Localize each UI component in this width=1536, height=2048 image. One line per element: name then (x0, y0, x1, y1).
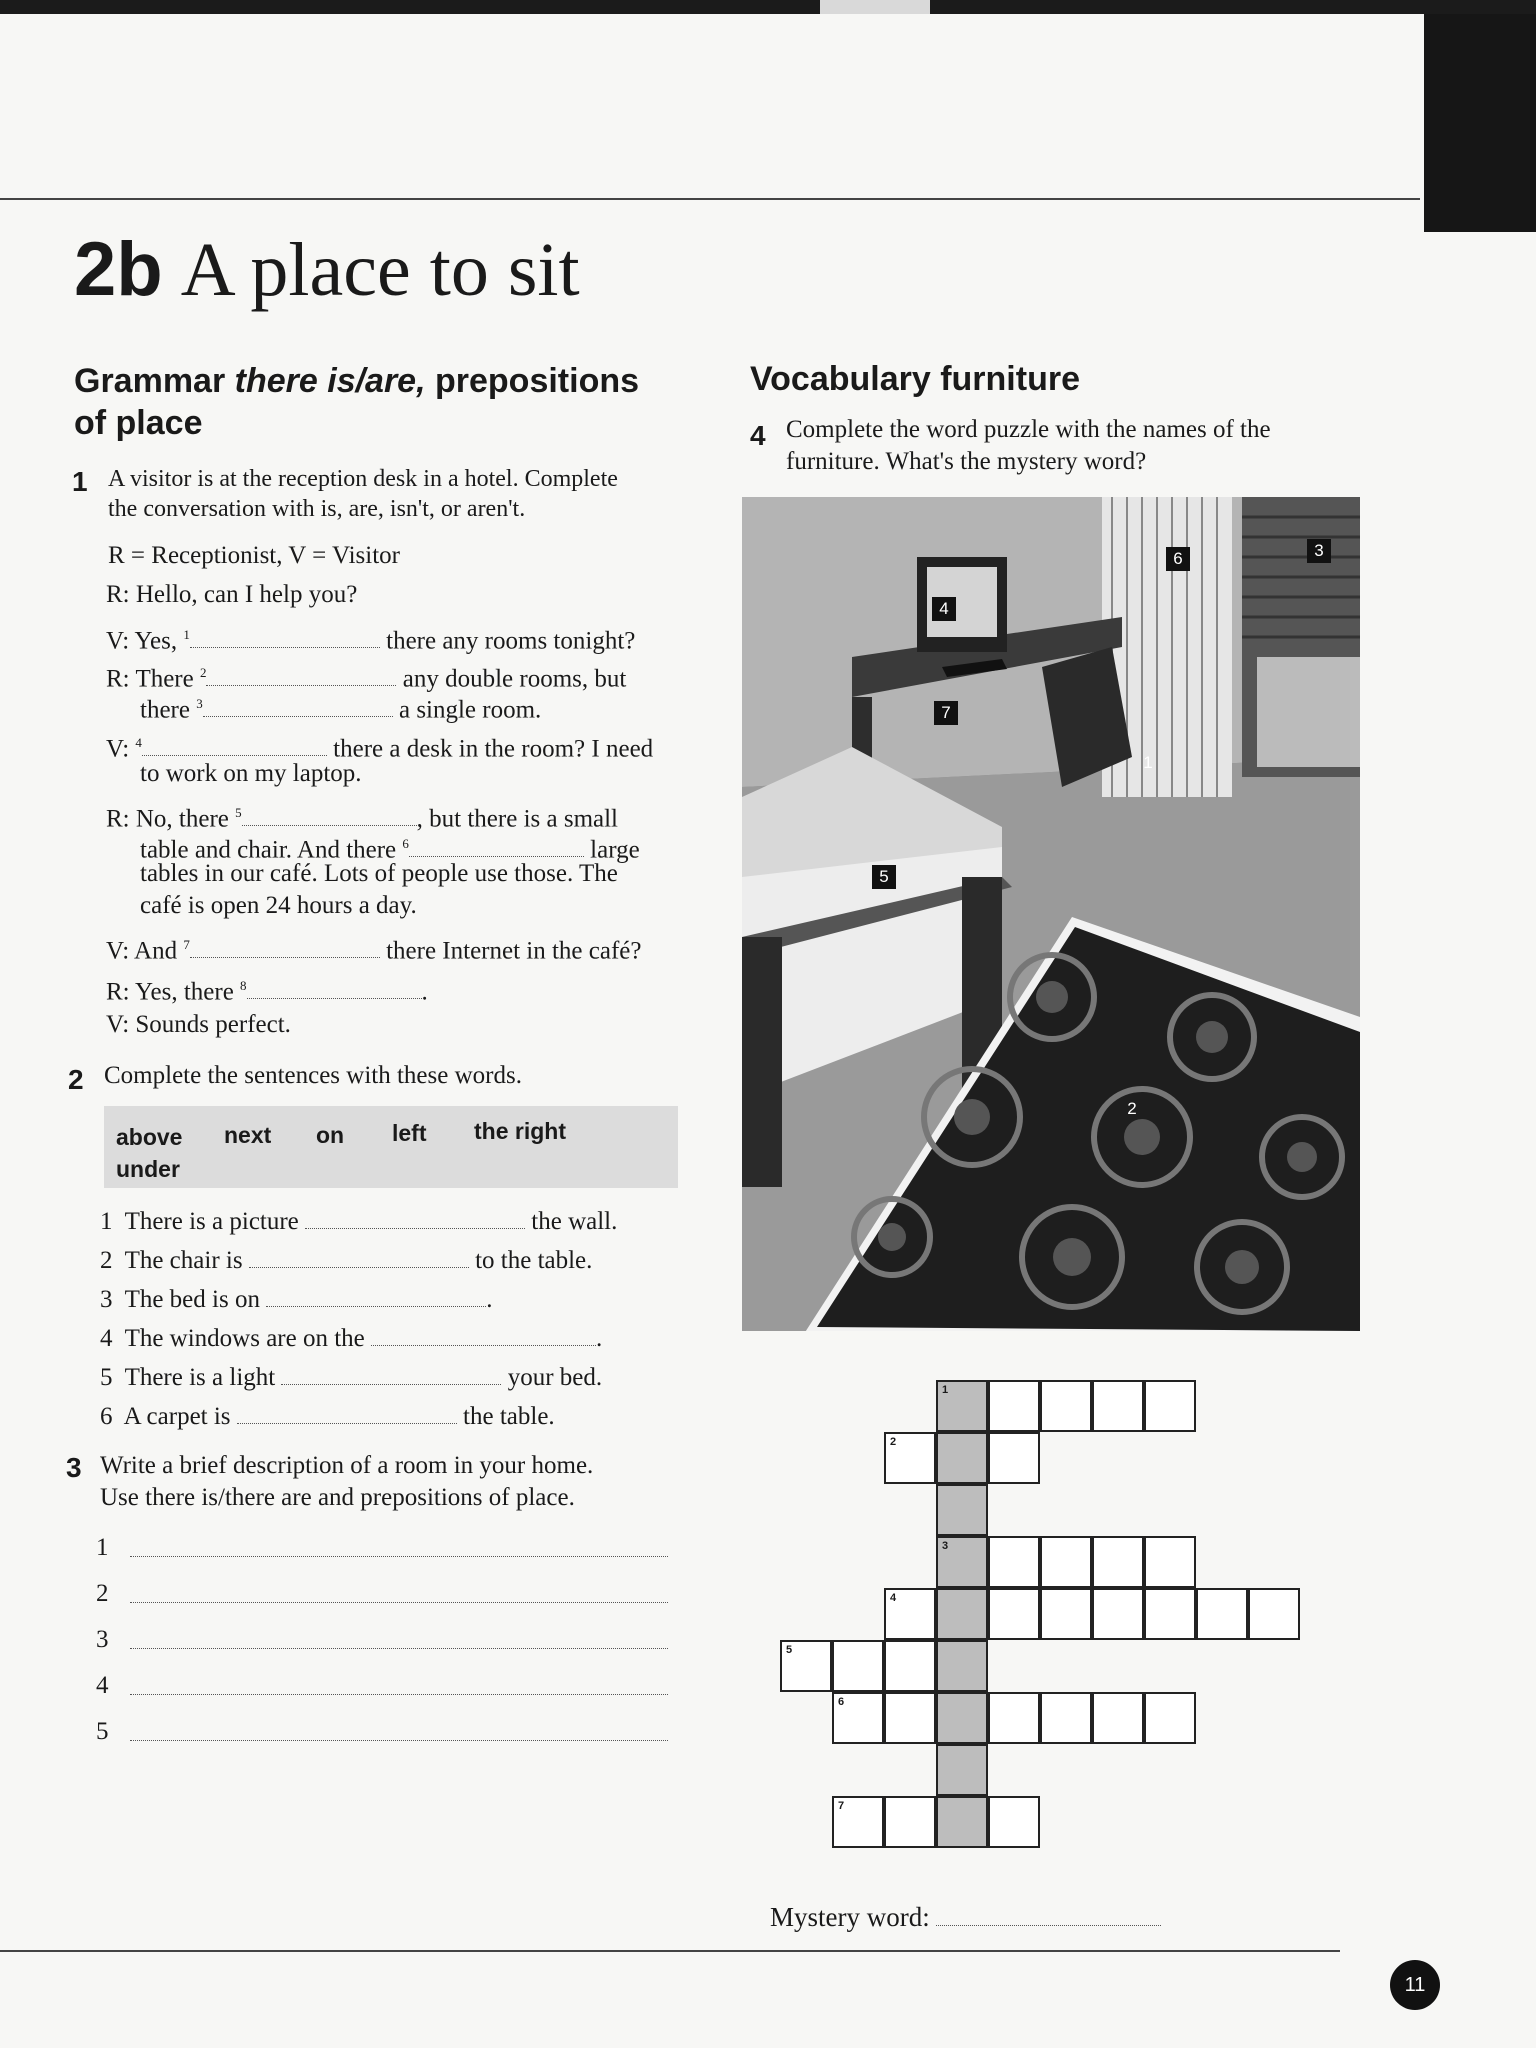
sentence-start: The windows are on the (124, 1325, 365, 1352)
crossword-cell[interactable] (1040, 1536, 1092, 1588)
answer-blank[interactable] (249, 1249, 469, 1268)
gap-number: 8 (240, 978, 247, 993)
crossword-cell[interactable] (1144, 1588, 1196, 1640)
ex1-line-6: to work on my laptop. (140, 760, 362, 787)
ex2-instruction: Complete the sentences with these words. (104, 1062, 522, 1089)
top-rule (0, 198, 1420, 200)
crossword-cell[interactable] (884, 1432, 936, 1484)
answer-blank[interactable] (206, 667, 396, 686)
item-number: 5 (100, 1364, 113, 1391)
clue-number: 3 (942, 1540, 949, 1552)
mystery-cell[interactable] (936, 1536, 988, 1588)
writing-line[interactable] (130, 1740, 668, 1741)
dialogue-text: And (134, 937, 178, 965)
sentence-end: to the table. (475, 1247, 593, 1274)
sentence-end: . (596, 1325, 603, 1352)
crossword-cell[interactable] (1092, 1588, 1144, 1640)
ex2-item-5 (100, 1362, 602, 1394)
edge-tab (1424, 14, 1536, 232)
sentence-start: A carpet is (123, 1403, 231, 1430)
answer-blank[interactable] (203, 698, 393, 717)
sentence-start: The bed is on (124, 1286, 260, 1313)
photo-strip-gap (820, 0, 930, 14)
label-sofa: 5 (872, 865, 896, 889)
clue-number: 1 (942, 1384, 949, 1396)
mystery-cell[interactable] (936, 1692, 988, 1744)
speaker: V: (106, 627, 130, 655)
speaker: V: (106, 937, 130, 965)
item-number: 3 (100, 1286, 113, 1313)
clue-number: 7 (838, 1800, 845, 1812)
crossword-cell[interactable] (780, 1640, 832, 1692)
dialogue-text: there any rooms tonight? (386, 627, 636, 655)
dialogue-text: Yes, (134, 627, 178, 655)
lesson-code: 2b (74, 227, 163, 312)
word-under: under (116, 1156, 180, 1182)
mystery-cell[interactable] (936, 1796, 988, 1848)
sentence-end: the table. (463, 1403, 555, 1430)
word-the-right: the right (474, 1118, 566, 1144)
word-above: above (116, 1124, 183, 1150)
clue-number: 2 (890, 1436, 897, 1448)
crossword-cell[interactable] (832, 1796, 884, 1848)
dialogue-text: a single room. (398, 696, 542, 724)
vocabulary-heading: Vocabulary furniture (750, 360, 1080, 398)
item-number: 1 (100, 1208, 113, 1235)
dialogue-text: there (140, 696, 190, 724)
crossword-cell[interactable] (1196, 1588, 1248, 1640)
sentence-start: There is a picture (124, 1208, 299, 1235)
crossword-cell[interactable] (1040, 1588, 1092, 1640)
dialogue-text: Sounds perfect. (135, 1011, 291, 1038)
ex1-line-2 (106, 619, 635, 657)
crossword-cell[interactable] (832, 1640, 884, 1692)
writing-line-number: 3 (96, 1626, 109, 1653)
ex1-line-12 (106, 970, 428, 1008)
label-curtain: 6 (1166, 547, 1190, 571)
page-title (74, 226, 580, 314)
label-carpet: 2 (1127, 1099, 1137, 1118)
ex2-item-3 (100, 1284, 492, 1316)
sentence-start: The chair is (124, 1247, 243, 1274)
dialogue-text: table and chair. And there (140, 836, 397, 864)
writing-line[interactable] (130, 1556, 668, 1557)
ex1-line-11 (106, 929, 642, 967)
mystery-cell[interactable] (936, 1380, 988, 1432)
crossword-cell[interactable] (1144, 1692, 1196, 1744)
ex4-number: 4 (750, 420, 766, 451)
room-scene (742, 497, 1360, 1331)
top-photo-strip (0, 0, 1536, 14)
writing-line-number: 2 (96, 1580, 109, 1607)
crossword-cell[interactable] (1144, 1536, 1196, 1588)
speaker: R: (106, 805, 130, 833)
answer-blank[interactable] (247, 980, 422, 999)
item-number: 4 (100, 1325, 113, 1352)
ex2-item-4 (100, 1323, 602, 1355)
ex2-item-6 (100, 1401, 555, 1433)
item-number: 2 (100, 1247, 113, 1274)
dialogue-text: any double rooms, but (402, 665, 627, 693)
mystery-word-blank[interactable] (936, 1907, 1161, 1926)
clue-number: 6 (838, 1696, 845, 1708)
gap-number: 3 (196, 696, 203, 711)
mystery-cell[interactable] (936, 1432, 988, 1484)
dialogue-text: there Internet in the café? (386, 937, 642, 965)
crossword-cell[interactable] (884, 1796, 936, 1848)
writing-line-number: 1 (96, 1534, 109, 1561)
crossword-cell[interactable] (884, 1588, 936, 1640)
speaker: V: (106, 735, 130, 763)
ex2-item-1 (100, 1206, 617, 1238)
label-desk: 7 (934, 701, 958, 725)
answer-blank[interactable] (266, 1288, 486, 1307)
label-computer: 4 (932, 597, 956, 621)
crossword-cell[interactable] (1092, 1380, 1144, 1432)
room-illustration (742, 497, 1360, 1331)
writing-line[interactable] (130, 1602, 668, 1603)
ex1-line-4 (140, 688, 541, 726)
crossword-cell[interactable] (1092, 1692, 1144, 1744)
ex1-line-1 (106, 579, 357, 611)
gap-number: 2 (199, 665, 207, 680)
ex2-item-2 (100, 1245, 592, 1277)
gap-number: 1 (183, 627, 190, 642)
ex3-instruction-line1: Write a brief description of a room in your home. (100, 1452, 594, 1479)
mystery-cell[interactable] (936, 1744, 988, 1796)
answer-blank[interactable] (371, 1327, 596, 1346)
writing-line-number: 5 (96, 1718, 109, 1745)
dialogue-text: Yes, there (134, 978, 234, 1006)
crossword-cell[interactable] (1144, 1380, 1196, 1432)
dialogue-text: No, there (135, 805, 229, 833)
mystery-cell[interactable] (936, 1484, 988, 1536)
sentence-start: There is a light (124, 1364, 276, 1391)
word-next: next (224, 1122, 272, 1148)
grammar-heading-line2: of place (74, 404, 203, 442)
word-left: left (392, 1120, 427, 1146)
grammar-heading-italic: there is/are, (234, 362, 426, 400)
ex4-instruction-line1: Complete the word puzzle with the names of the (786, 416, 1271, 443)
clue-number: 4 (890, 1592, 897, 1604)
writing-line[interactable] (130, 1648, 668, 1649)
ex1-instruction-line1: A visitor is at the reception desk in a hotel. Complete (108, 466, 618, 492)
sentence-end: your bed. (507, 1364, 603, 1391)
crossword-cell[interactable] (1040, 1692, 1092, 1744)
label-chair: 1 (1143, 753, 1153, 772)
mystery-cell[interactable] (936, 1588, 988, 1640)
ex1-key: R = Receptionist, V = Visitor (108, 542, 400, 569)
gap-number: 5 (235, 805, 242, 820)
label-blinds: 3 (1307, 539, 1331, 563)
crossword-cell[interactable] (832, 1692, 884, 1744)
gap-number: 6 (402, 836, 409, 851)
dialogue-text: There (135, 665, 194, 693)
answer-blank[interactable] (305, 1210, 525, 1229)
mystery-cell[interactable] (936, 1640, 988, 1692)
bottom-rule (0, 1950, 1340, 1952)
dialogue-text: . (421, 978, 428, 1006)
page-number: 11 (1390, 1960, 1440, 2010)
speaker: R: (106, 665, 130, 693)
ex1-line-10: café is open 24 hours a day. (140, 892, 417, 919)
crossword-cell[interactable] (988, 1536, 1040, 1588)
writing-line[interactable] (130, 1694, 668, 1695)
mystery-word-row (770, 1902, 1161, 1933)
crossword-cell[interactable] (988, 1588, 1040, 1640)
speaker: R: (106, 978, 130, 1006)
speaker: V: (106, 1011, 130, 1038)
crossword-cell[interactable] (1092, 1536, 1144, 1588)
crossword-cell[interactable] (988, 1692, 1040, 1744)
speaker: R: (106, 581, 130, 608)
crossword-cell[interactable] (884, 1640, 936, 1692)
ex1-instruction-line2: the conversation with is, are, isn't, or aren't. (108, 496, 526, 522)
sentence-end: the wall. (531, 1208, 618, 1235)
grammar-heading (74, 360, 694, 444)
ex3-number: 3 (66, 1452, 82, 1483)
crossword-cell[interactable] (1040, 1380, 1092, 1432)
mystery-word-label: Mystery word: (770, 1902, 930, 1932)
ex1-line-9: tables in our café. Lots of people use those. The (140, 860, 618, 887)
grammar-heading-rest: prepositions (435, 362, 640, 400)
crossword-cell[interactable] (1248, 1588, 1300, 1640)
ex4-instruction (786, 414, 1271, 478)
gap-number: 4 (135, 735, 142, 750)
answer-blank[interactable] (237, 1405, 457, 1424)
dialogue-text: large (590, 836, 640, 864)
ex4-instruction-line2: furniture. What's the mystery word? (786, 448, 1147, 475)
dialogue-text: Hello, can I help you? (135, 581, 358, 608)
answer-blank[interactable] (409, 838, 584, 857)
ex1-instruction (108, 464, 618, 524)
ex1-number: 1 (72, 466, 88, 497)
gap-number: 7 (183, 937, 190, 952)
clue-number: 5 (786, 1644, 793, 1656)
writing-line-number: 4 (96, 1672, 109, 1699)
answer-blank[interactable] (190, 939, 380, 958)
answer-blank[interactable] (281, 1366, 501, 1385)
ex3-instruction-line2: Use there is/there are and prepositions of place. (100, 1484, 575, 1511)
grammar-heading-prefix: Grammar (74, 362, 226, 400)
ex3-instruction (100, 1450, 593, 1514)
ex1-line-13 (106, 1009, 291, 1041)
crossword-cell[interactable] (988, 1432, 1040, 1484)
answer-blank[interactable] (142, 737, 327, 756)
word-box (104, 1106, 678, 1188)
dialogue-text: there a desk in the room? I need (333, 735, 654, 763)
ex2-number: 2 (68, 1064, 84, 1095)
sentence-end: . (486, 1286, 493, 1313)
word-on: on (316, 1122, 345, 1148)
crossword-cell[interactable] (988, 1380, 1040, 1432)
crossword-cell[interactable] (988, 1796, 1040, 1848)
dialogue-text: , but there is a small (416, 805, 618, 833)
answer-blank[interactable] (242, 807, 417, 826)
lesson-title: A place to sit (180, 228, 580, 312)
crossword-cell[interactable] (884, 1692, 936, 1744)
answer-blank[interactable] (190, 629, 380, 648)
item-number: 6 (100, 1403, 113, 1430)
